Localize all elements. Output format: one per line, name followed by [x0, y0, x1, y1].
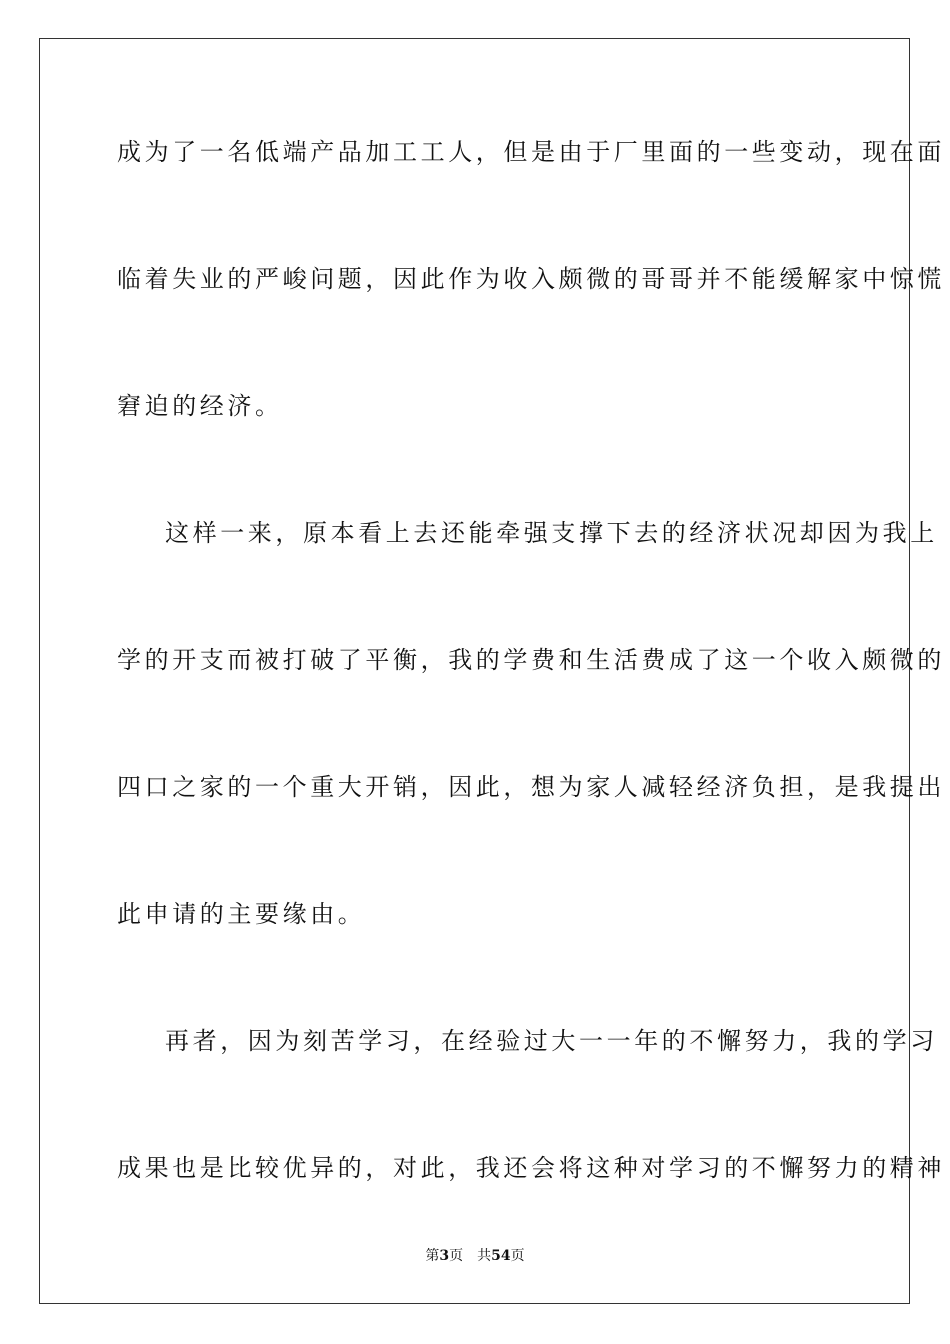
document-body — [117, 132, 945, 1189]
current-page-number: 3 — [439, 1248, 450, 1264]
text-line: 四口之家的一个重大开销，因此，想为家人减轻经济负担，是我提出 — [117, 773, 945, 801]
total-prefix: 共 — [477, 1248, 492, 1264]
paragraph-first-line: 再者，因为刻苦学习，在经验过大一一年的不懈努力，我的学习 — [165, 1027, 938, 1055]
paragraph-first-line: 这样一来，原本看上去还能牵强支撑下去的经济状况却因为我上 — [165, 519, 938, 547]
total-suffix: 页 — [510, 1248, 525, 1264]
page-prefix: 第 — [425, 1248, 440, 1264]
text-line: 窘迫的经济。 — [117, 392, 283, 420]
text-line: 此申请的主要缘由。 — [117, 900, 366, 928]
text-line: 临着失业的严峻问题，因此作为收入颇微的哥哥并不能缓解家中惊慌 — [117, 265, 945, 293]
text-line: 成为了一名低端产品加工工人，但是由于厂里面的一些变动，现在面 — [117, 138, 945, 166]
page-number-footer — [0, 1246, 950, 1266]
total-page-count: 54 — [491, 1248, 511, 1264]
text-line: 成果也是比较优异的，对此，我还会将这种对学习的不懈努力的精神 — [117, 1154, 945, 1182]
page-suffix: 页 — [449, 1248, 464, 1264]
text-line: 学的开支而被打破了平衡，我的学费和生活费成了这一个收入颇微的 — [117, 646, 945, 674]
